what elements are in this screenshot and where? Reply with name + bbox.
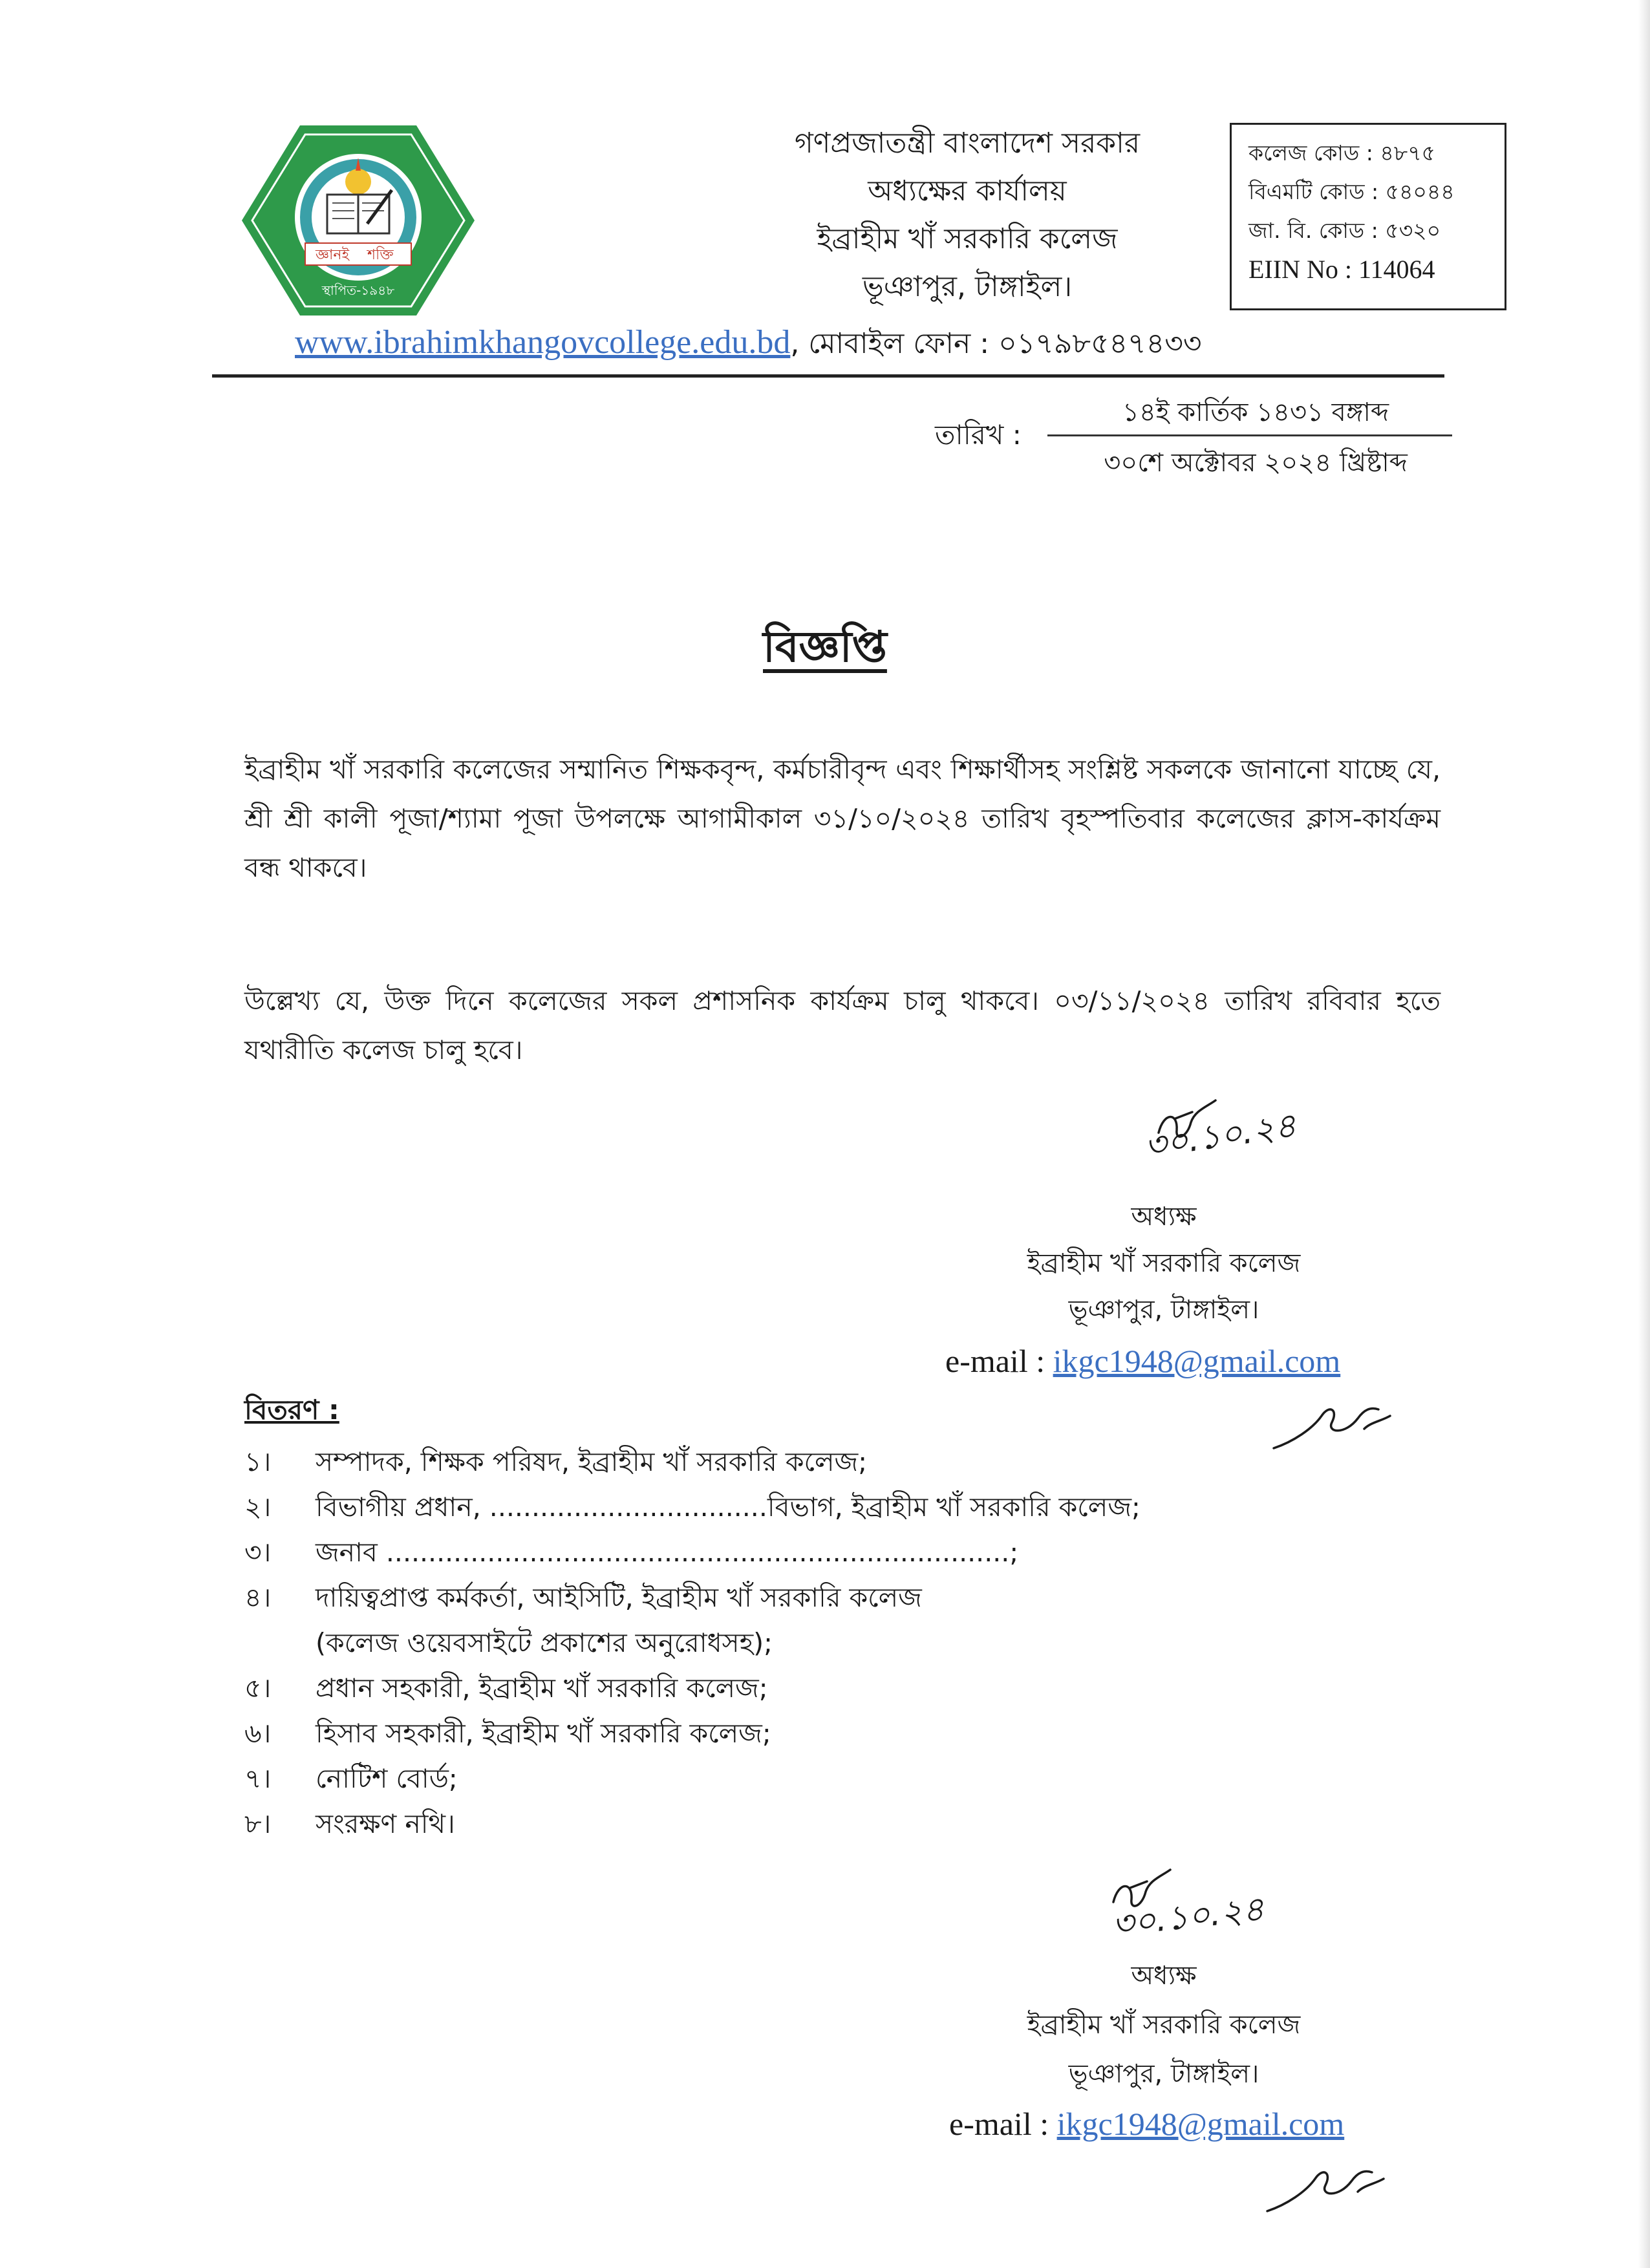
distribution-item: ৫। প্রধান সহকারী, ইব্রাহীম খাঁ সরকারি কলেজ; bbox=[244, 1673, 768, 1704]
signature-2-location: ভূঞাপুর, টাঙ্গাইল। bbox=[1068, 2059, 1259, 2089]
handwritten-date-1: ৩০.১০.২৪ bbox=[1142, 1106, 1299, 1166]
logo-established: স্থাপিত-১৯৪৮ bbox=[321, 283, 395, 298]
date-gregorian: ৩০শে অক্টোবর ২০২৪ খ্রিষ্টাব্দ bbox=[1104, 448, 1408, 478]
notice-title: বিজ্ঞপ্তি bbox=[763, 622, 887, 672]
distribution-heading: বিতরণ : bbox=[244, 1394, 339, 1426]
signature-2-college: ইব্রাহীম খাঁ সরকারি কলেজ bbox=[1027, 2010, 1301, 2040]
signature-1-email bbox=[945, 1342, 1340, 1380]
handwritten-date-2: ৩০.১০.২৪ bbox=[1110, 1889, 1267, 1945]
notice-paragraph-1: ইব্রাহীম খাঁ সরকারি কলেজের সম্মানিত শিক্ষকবৃন্দ, কর্মচারীবৃন্দ এবং শিক্ষার্থীসহ সংশ্লিষ্ট সকলকে জানানো যাচ্ছে যে, শ্রী শ্রী কালী পূজা/শ্যামা পূজা উপলক্ষে আগামীকাল ৩১/১০/২০২৪ তারিখ বৃহস্পতিবার কলেজের ক্লাস-কার্যক্রম বন্ধ থাকবে। bbox=[244, 754, 1441, 883]
header-location: ভূঞাপুর, টাঙ্গাইল। bbox=[862, 270, 1073, 303]
college-code: কলেজ কোড : ৪৮৭৫ bbox=[1248, 140, 1436, 166]
distribution-item: ১। সম্পাদক, শিক্ষক পরিষদ, ইব্রাহীম খাঁ সরকারি কলেজ; bbox=[244, 1446, 868, 1477]
email-link-2[interactable]: ikgc1948@gmail.com bbox=[1056, 2106, 1345, 2142]
website-link[interactable]: www.ibrahimkhangovcollege.edu.bd bbox=[295, 324, 791, 361]
initial-scribble-2 bbox=[1261, 2153, 1416, 2227]
signature-2-email bbox=[949, 2105, 1344, 2143]
logo-banner-right: শক্তি bbox=[367, 247, 394, 263]
date-divider bbox=[1047, 434, 1452, 436]
eiin-number: EIIN No : 114064 bbox=[1248, 255, 1435, 284]
date-label: তারিখ : bbox=[935, 419, 1022, 451]
distribution-item: ৪। দায়িত্বপ্রাপ্ত কর্মকর্তা, আইসিটি, ইব্রাহীম খাঁ সরকারি কলেজ bbox=[244, 1582, 922, 1613]
signature-1-designation: অধ্যক্ষ bbox=[1131, 1202, 1197, 1232]
logo-banner-left: জ্ঞানই bbox=[316, 247, 350, 263]
signature-1-college: ইব্রাহীম খাঁ সরকারি কলেজ bbox=[1027, 1248, 1301, 1278]
mobile-phone: , মোবাইল ফোন : ০১৭৯৮৫৪৭৪৩৩ bbox=[790, 327, 1202, 360]
distribution-item: ৭। নোটিশ বোর্ড; bbox=[244, 1763, 458, 1794]
email-link-1[interactable]: ikgc1948@gmail.com bbox=[1053, 1343, 1341, 1379]
college-codes-box bbox=[1230, 123, 1506, 310]
header-divider bbox=[212, 374, 1444, 378]
page-edge-shadow bbox=[1638, 0, 1650, 2268]
contact-line bbox=[295, 322, 1201, 369]
distribution-item-continuation: (কলেজ ওয়েবসাইটে প্রকাশের অনুরোধসহ); bbox=[316, 1627, 773, 1658]
college-logo bbox=[238, 120, 478, 321]
bmt-code: বিএমটি কোড : ৫৪০৪৪ bbox=[1248, 179, 1455, 204]
notice-paragraph-2: উল্লেখ্য যে, উক্ত দিনে কলেজের সকল প্রশাসনিক কার্যক্রম চালু থাকবে। ০৩/১১/২০২৪ তারিখ রবিবার হতে যথারীতি কলেজ চালু হবে। bbox=[244, 985, 1441, 1065]
header-office: অধ্যক্ষের কার্যালয় bbox=[868, 175, 1067, 208]
email-label-2: e-mail : bbox=[949, 2106, 1057, 2142]
distribution-item: ৮। সংরক্ষণ নথি। bbox=[244, 1808, 455, 1839]
nu-code: জা. বি. কোড : ৫৩২০ bbox=[1248, 218, 1441, 243]
distribution-item: ২। বিভাগীয় প্রধান, .................................বিভাগ, ইব্রাহীম খাঁ সরকারি কলেজ; bbox=[244, 1492, 1141, 1523]
distribution-item: ৬। হিসাব সহকারী, ইব্রাহীম খাঁ সরকারি কলেজ; bbox=[244, 1718, 771, 1749]
distribution-item: ৩। জনাব ..........................................................................; bbox=[244, 1537, 1019, 1568]
initial-scribble-1 bbox=[1267, 1390, 1422, 1464]
signature-1-location: ভূঞাপুর, টাঙ্গাইল। bbox=[1068, 1295, 1259, 1325]
header-government: গণপ্রজাতন্ত্রী বাংলাদেশ সরকার bbox=[794, 127, 1141, 160]
header-college-name: ইব্রাহীম খাঁ সরকারি কলেজ bbox=[817, 222, 1118, 255]
email-label-1: e-mail : bbox=[945, 1343, 1053, 1379]
signature-2-designation: অধ্যক্ষ bbox=[1131, 1961, 1197, 1991]
date-bengali-calendar: ১৪ই কার্তিক ১৪৩১ বঙ্গাব্দ bbox=[1122, 398, 1389, 427]
